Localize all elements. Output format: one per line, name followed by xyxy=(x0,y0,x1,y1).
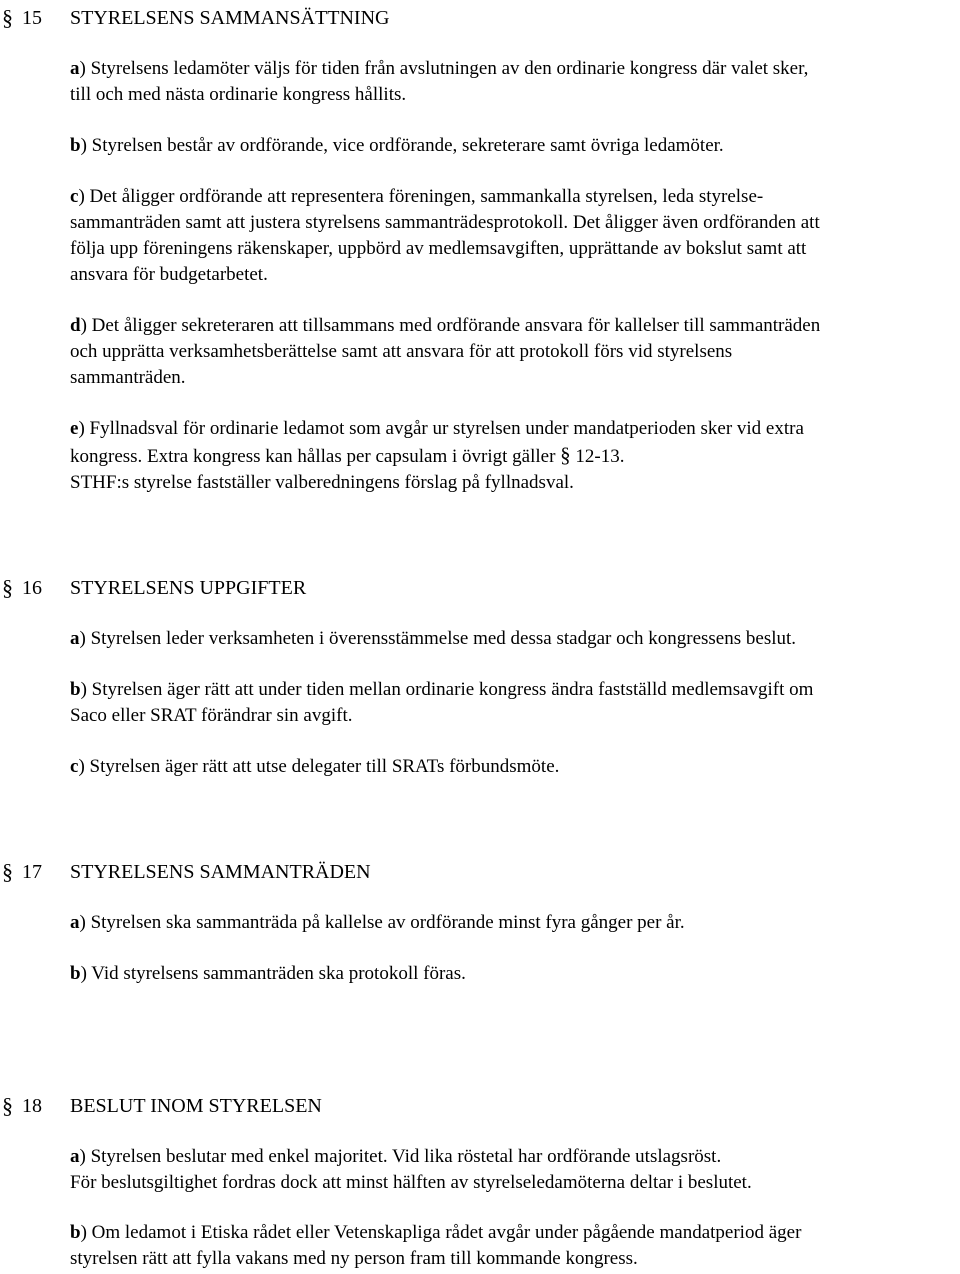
section-number: 17 xyxy=(22,861,42,883)
paragraph-text: ) Det åligger sekreteraren att tillsammans med ordförande ansvara för kallelser till sammanträden och upprätta verksamhetsberättelse samt att ansvara för att protokoll förs vid styrelsens sammanträden. xyxy=(70,315,821,388)
section-title: BESLUT INOM STYRELSEN xyxy=(70,1095,322,1117)
paragraph-letter: b xyxy=(70,1222,81,1243)
paragraph-b xyxy=(0,133,960,159)
paragraph-text: ) Styrelsens ledamöter väljs för tiden från avslutningen av den ordinarie kongress där valet sker, till och med nästa ordinarie kongress hållits. xyxy=(70,58,809,105)
paragraph-letter: c xyxy=(70,756,79,777)
paragraph-c xyxy=(0,184,960,288)
paragraph-letter: a xyxy=(70,58,80,79)
paragraph-text: ) Styrelsen ska sammanträda på kallelse av ordförande minst fyra gånger per år. xyxy=(79,912,685,933)
section-symbol: § xyxy=(2,5,13,30)
paragraph-text: ) Vid styrelsens sammanträden ska protokoll föras. xyxy=(80,963,466,984)
section-symbol: § xyxy=(2,575,13,600)
section-heading xyxy=(0,4,960,32)
paragraph-text: ) Styrelsen beslutar med enkel majoritet. Vid lika röstetal har ordförande utslagsröst. För beslutsgiltighet fordras dock att minst hälften av styrelseledamöterna deltar i beslutet. xyxy=(70,1146,752,1193)
section-number: 16 xyxy=(22,577,42,599)
paragraph-letter: c xyxy=(70,186,79,207)
section-15 xyxy=(0,4,960,496)
paragraph-c xyxy=(0,754,960,780)
section-title: STYRELSENS SAMMANSÄTTNING xyxy=(70,7,390,29)
paragraph-a xyxy=(0,56,960,108)
section-17 xyxy=(0,858,960,987)
paragraph-letter: a xyxy=(70,1146,80,1167)
paragraph-a xyxy=(0,910,960,936)
paragraph-text: ) Styrelsen leder verksamheten i överensstämmelse med dessa stadgar och kongressens beslut. xyxy=(79,628,797,649)
section-symbol: § xyxy=(2,1093,13,1118)
section-heading xyxy=(0,574,960,602)
paragraph-letter: a xyxy=(70,912,80,933)
paragraph-letter: b xyxy=(70,679,81,700)
paragraph-text: ) Fyllnadsval för ordinarie ledamot som avgår ur styrelsen under mandatperioden sker vid extra kongress. Extra kongress kan hållas per capsulam i övrigt gäller xyxy=(70,418,804,467)
paragraph-letter: e xyxy=(70,418,79,439)
paragraph-text: ) Styrelsen består av ordförande, vice ordförande, sekreterare samt övriga ledamöter. xyxy=(80,135,724,156)
section-symbol: § xyxy=(2,859,13,884)
paragraph-b xyxy=(0,677,960,729)
section-number: 18 xyxy=(22,1095,42,1117)
paragraph-a xyxy=(0,626,960,652)
section-heading xyxy=(0,858,960,886)
paragraph-text: ) Om ledamot i Etiska rådet eller Vetenskapliga rådet avgår under pågående mandatperiod äger styrelsen rätt att fylla vakans med ny person fram till kommande kongress. xyxy=(70,1222,802,1269)
section-symbol: § xyxy=(560,443,571,467)
section-16 xyxy=(0,574,960,780)
paragraph-letter: b xyxy=(70,963,81,984)
paragraph-text: ) Styrelsen äger rätt att under tiden mellan ordinarie kongress ändra fastställd medlemsavgift om Saco eller SRAT förändrar sin avgift. xyxy=(70,679,814,726)
section-number: 15 xyxy=(22,7,42,29)
paragraph-text: ) Styrelsen äger rätt att utse delegater till SRATs förbundsmöte. xyxy=(78,756,560,777)
paragraph-letter: d xyxy=(70,315,81,336)
paragraph-e xyxy=(0,416,960,496)
paragraph-text: 12-13. STHF:s styrelse fastställer valberedningens förslag på fyllnadsval. xyxy=(70,446,625,493)
paragraph-letter: a xyxy=(70,628,80,649)
paragraph-b xyxy=(0,961,960,987)
section-title: STYRELSENS SAMMANTRÄDEN xyxy=(70,861,371,883)
section-heading xyxy=(0,1092,960,1120)
paragraph-d xyxy=(0,313,960,391)
paragraph-text: ) Det åligger ordförande att representera föreningen, sammankalla styrelsen, leda styrelse- sammanträden samt att justera styrelsens sammanträdesprotokoll. Det åligger även ordföranden att följa upp föreningens räkenskaper, uppbörd av medlemsavgiften, upprättande av bokslut samt att ansvara för budgetarbetet. xyxy=(70,186,820,285)
paragraph-a xyxy=(0,1144,960,1196)
section-18 xyxy=(0,1092,960,1272)
paragraph-b xyxy=(0,1220,960,1272)
paragraph-letter: b xyxy=(70,135,81,156)
section-title: STYRELSENS UPPGIFTER xyxy=(70,577,307,599)
